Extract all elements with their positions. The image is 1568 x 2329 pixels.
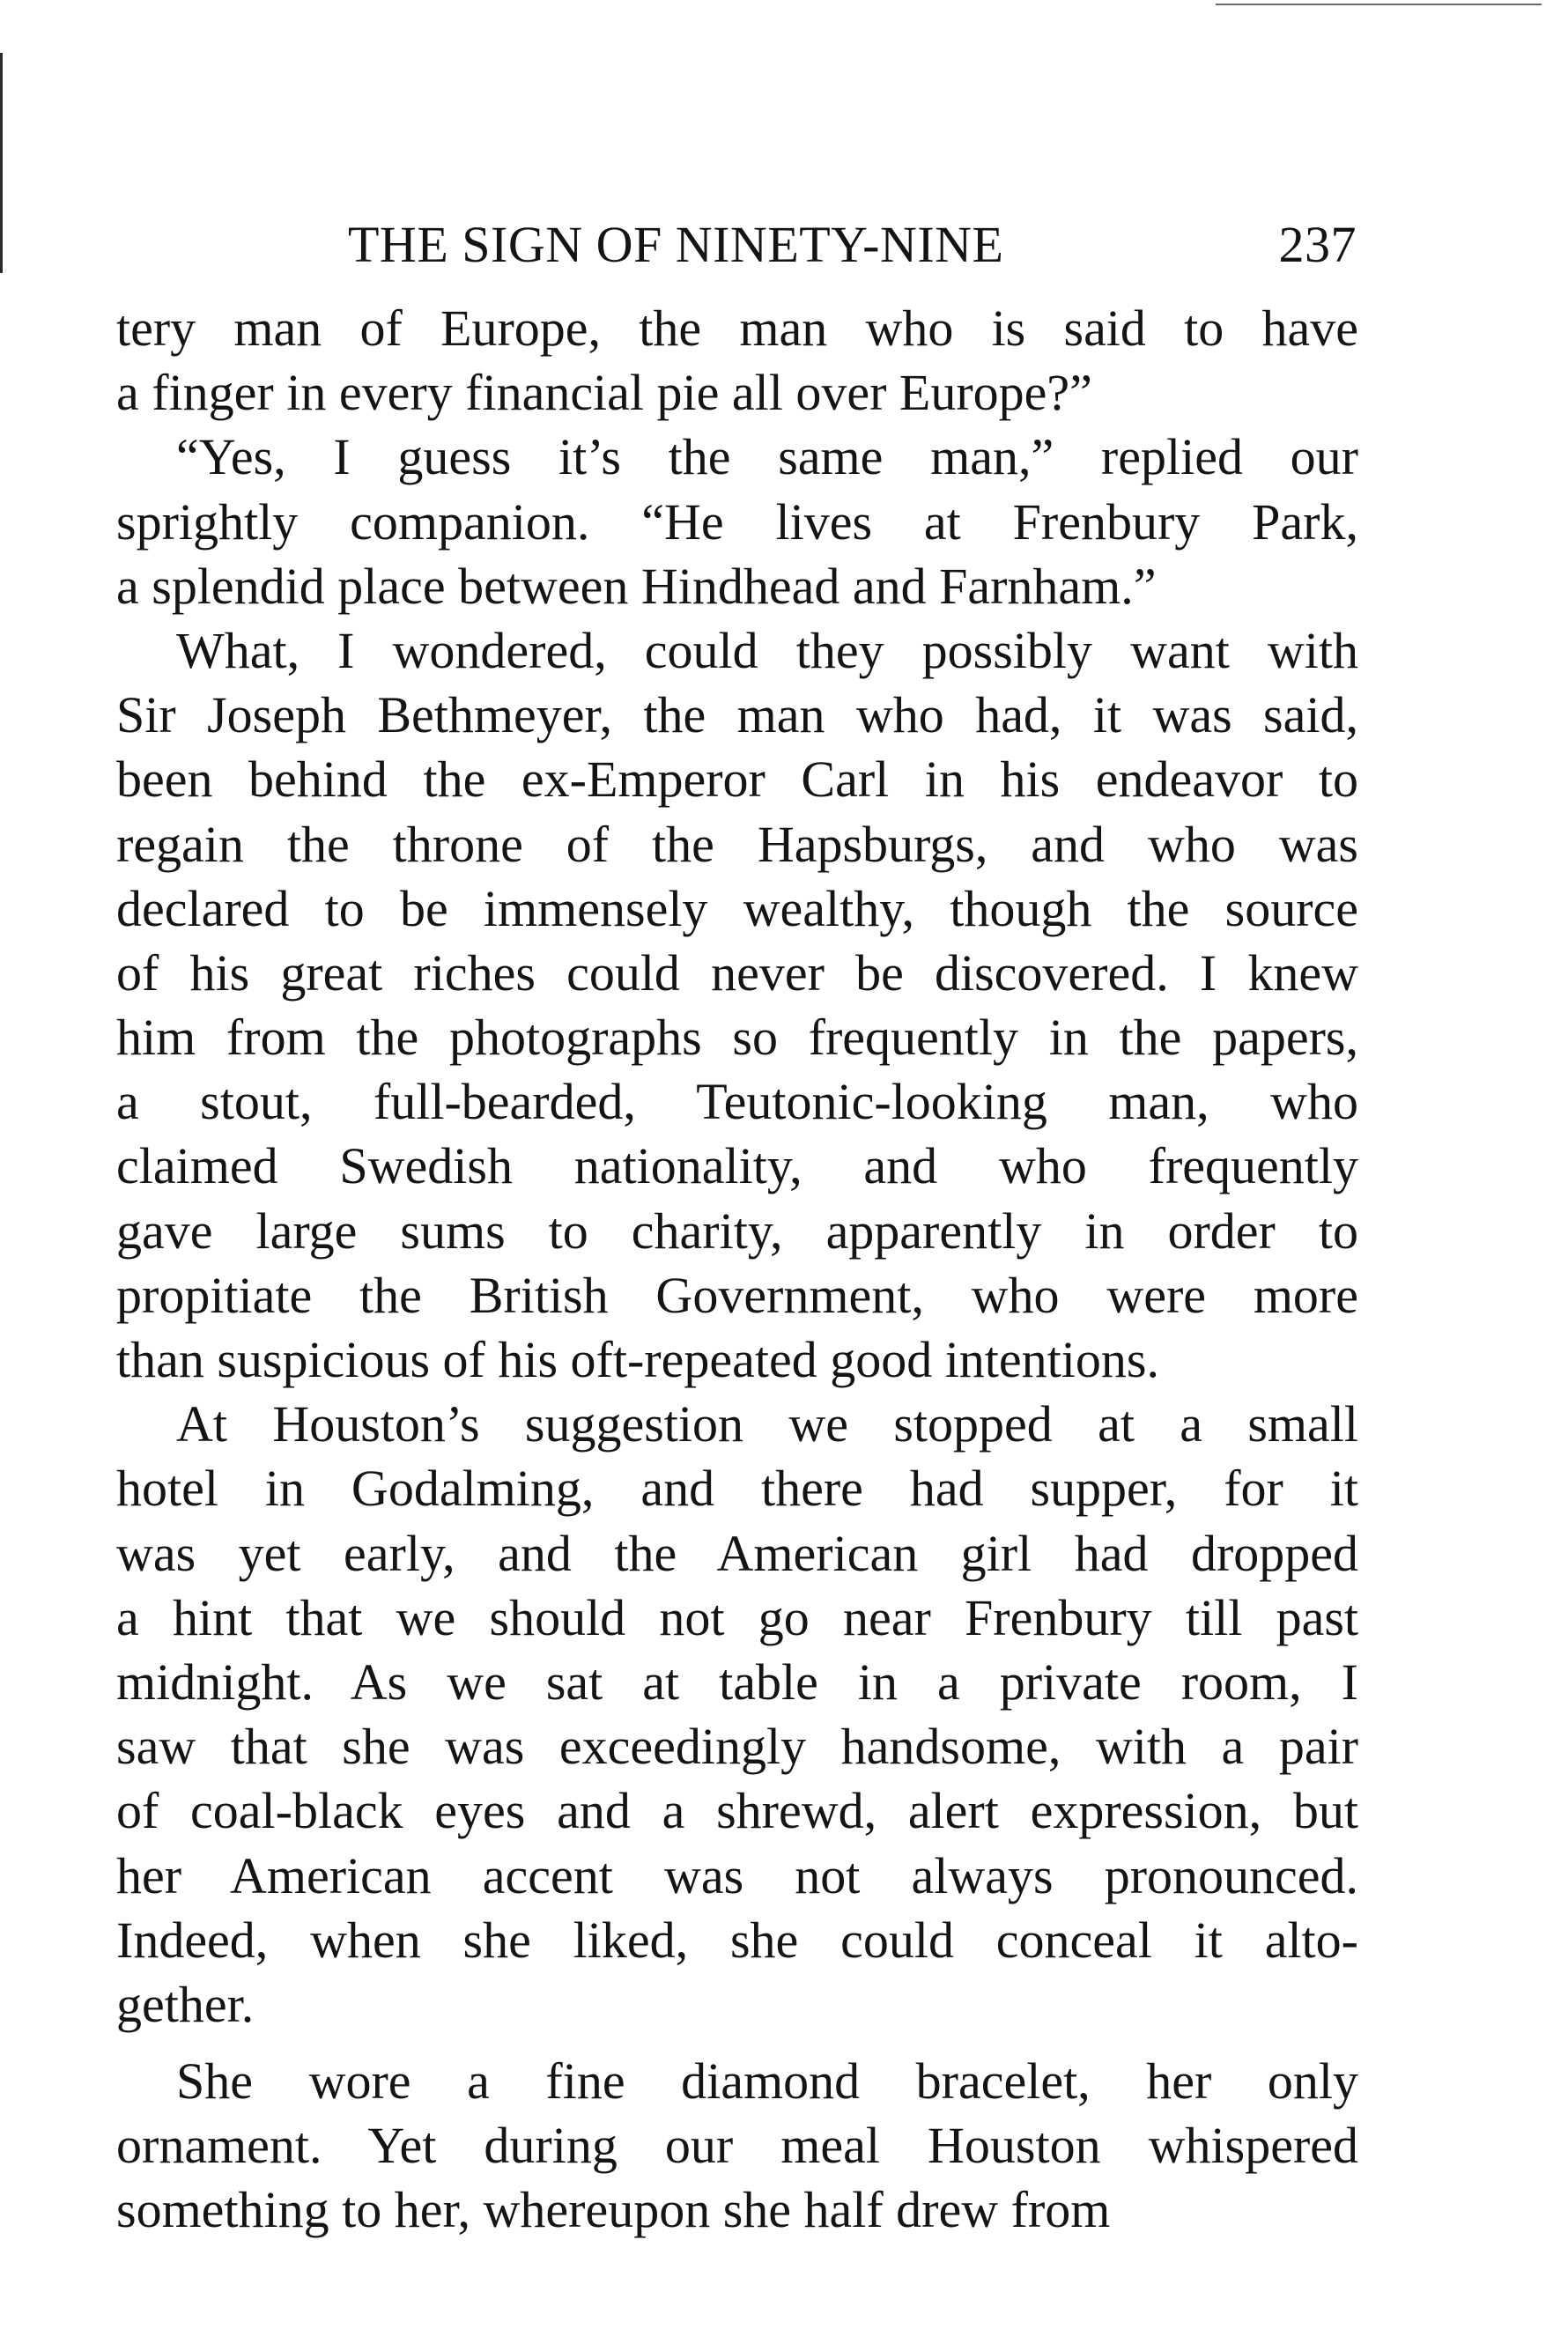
paragraph <box>116 618 1358 1392</box>
text-line: gave large sums to charity, apparently in order to <box>116 1201 1358 1260</box>
text-line: propitiate the British Government, who were more <box>116 1266 1358 1324</box>
text-line: gether. <box>116 1975 255 2033</box>
body-text <box>116 296 1358 2243</box>
running-title: THE SIGN OF NINETY-NINE <box>348 216 1004 273</box>
text-line: than suspicious of his oft-repeated good intentions. <box>116 1331 1159 1388</box>
text-line: What, I wondered, could they possibly want with <box>176 621 1358 679</box>
text-line: a stout, full-bearded, Teutonic-looking man, who <box>116 1073 1358 1131</box>
text-line: her American accent was not always pronounced. <box>116 1846 1358 1904</box>
text-line: She wore a fine diamond bracelet, her only <box>176 2052 1358 2111</box>
text-line: a hint that we should not go near Frenbury till past <box>116 1588 1358 1646</box>
text-line: was yet early, and the American girl had dropped <box>116 1524 1358 1582</box>
text-line: At Houston’s suggestion we stopped at a small <box>176 1395 1358 1453</box>
text-line: a splendid place between Hindhead and Farnham.” <box>116 557 1157 615</box>
text-line: a finger in every financial pie all over Europe?” <box>116 364 1092 422</box>
text-line: saw that she was exceedingly handsome, with a pair <box>116 1718 1358 1776</box>
text-line: ornament. Yet during our meal Houston whispered <box>116 2117 1358 2175</box>
text-line: something to her, whereupon she half drew from <box>116 2181 1111 2239</box>
text-line: declared to be immensely wealthy, though the source <box>116 879 1358 937</box>
text-line: him from the photographs so frequently in the papers, <box>116 1009 1358 1067</box>
paragraph-gap <box>116 2037 1358 2049</box>
text-line: regain the throne of the Hapsburgs, and who was <box>116 815 1358 873</box>
text-line: claimed Swedish nationality, and who frequently <box>116 1137 1358 1195</box>
text-line: of coal-black eyes and a shrewd, alert expression, but <box>116 1782 1358 1840</box>
page-number: 237 <box>1278 216 1357 273</box>
scan-edge-top <box>1216 4 1542 5</box>
paragraph <box>116 2049 1358 2243</box>
text-line: Indeed, when she liked, she could conceal it alto- <box>116 1911 1358 1969</box>
paragraph <box>116 296 1358 425</box>
text-line: Sir Joseph Bethmeyer, the man who had, it was said, <box>116 686 1358 744</box>
running-head <box>119 210 1357 280</box>
text-line: tery man of Europe, the man who is said to have <box>116 299 1358 357</box>
text-line: “Yes, I guess it’s the same man,” replied our <box>176 428 1358 486</box>
text-line: hotel in Godalming, and there had supper, for it <box>116 1460 1358 1518</box>
text-line: been behind the ex-Emperor Carl in his endeavor to <box>116 750 1358 809</box>
paragraph <box>116 1392 1358 2037</box>
text-line: midnight. As we sat at table in a private room, I <box>116 1652 1358 1711</box>
text-line: sprightly companion. “He lives at Frenbury Park, <box>116 492 1358 551</box>
scan-edge-left <box>0 53 3 273</box>
paragraph <box>116 425 1358 618</box>
text-line: of his great riches could never be discovered. I knew <box>116 943 1358 1002</box>
